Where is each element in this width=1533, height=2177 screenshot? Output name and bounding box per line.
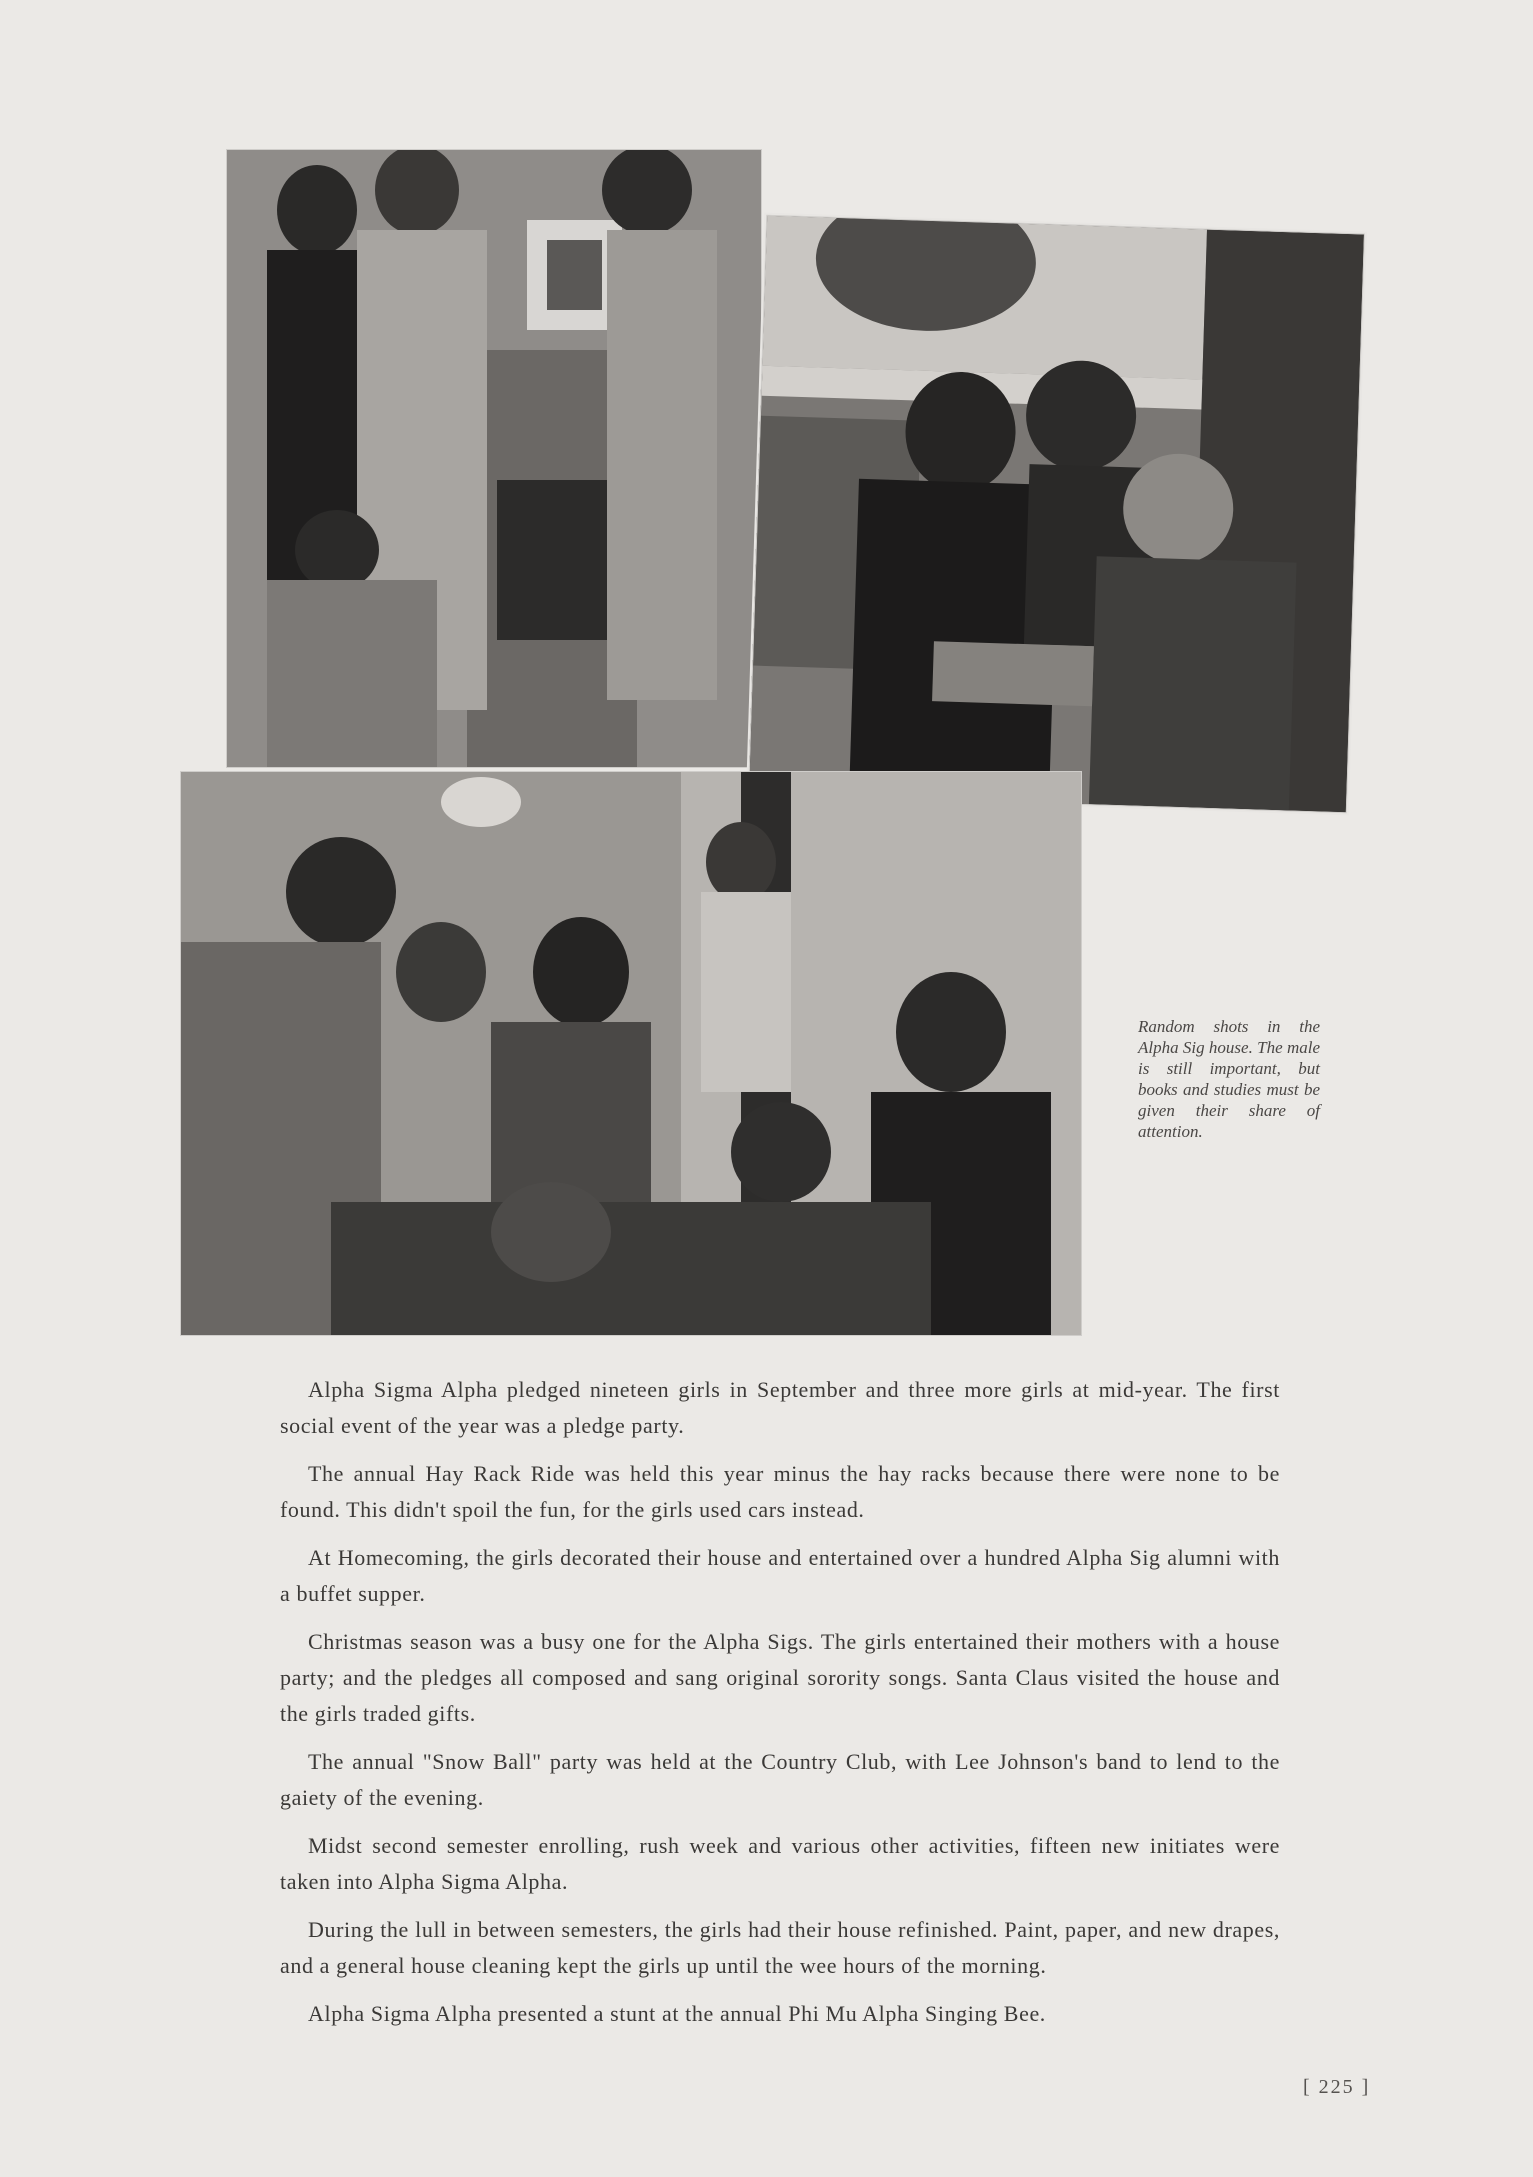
paragraph: Alpha Sigma Alpha pledged nineteen girls in September and three more girls at mid-year. The first social event of the year was a pledge party. — [280, 1377, 1280, 1438]
article-body — [280, 1372, 1280, 2044]
paragraph: Alpha Sigma Alpha presented a stunt at the annual Phi Mu Alpha Singing Bee. — [308, 2001, 1046, 2026]
paragraph: The annual Hay Rack Ride was held this year minus the hay racks because there were none to be found. This didn't spoil the fun, for the girls used cars instead. — [280, 1461, 1280, 1522]
paragraph: At Homecoming, the girls decorated their house and entertained over a hundred Alpha Sig alumni with a buffet supper. — [280, 1545, 1280, 1606]
paragraph: Christmas season was a busy one for the Alpha Sigs. The girls entertained their mothers with a house party; and the pledges all composed and sang original sorority songs. Santa Claus visited the house and the girls traded gifts. — [280, 1629, 1280, 1726]
paragraph: Midst second semester enrolling, rush week and various other activities, fifteen new initiates were taken into Alpha Sigma Alpha. — [280, 1833, 1280, 1894]
photo-reading-group — [748, 215, 1365, 814]
paragraph: The annual "Snow Ball" party was held at the Country Club, with Lee Johnson's band to lend to the gaiety of the evening. — [280, 1749, 1280, 1810]
photo-fireplace-group — [226, 149, 762, 768]
photo-bedroom-group — [180, 771, 1082, 1336]
photo-caption: Random shots in the Alpha Sig house. The male is still important, but books and studies must be given their share of attention. — [1138, 1017, 1320, 1141]
page-number: [ 225 ] — [1303, 2076, 1371, 2098]
paragraph: During the lull in between semesters, the girls had their house refinished. Paint, paper, and new drapes, and a general house cleaning kept the girls up until the wee hours of the morning. — [280, 1917, 1280, 1978]
